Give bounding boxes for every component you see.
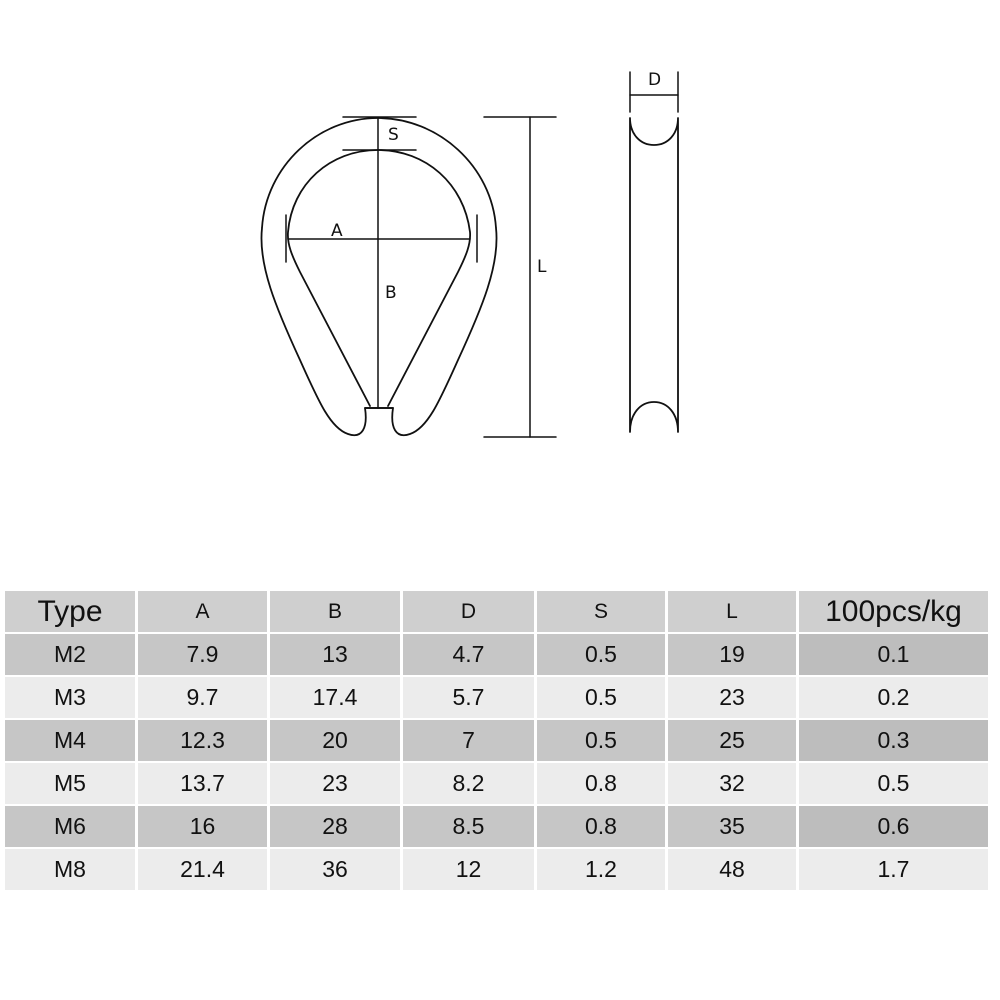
- label-s: S: [388, 125, 399, 145]
- spec-table: [2, 589, 991, 892]
- column-header-l: L: [668, 591, 796, 632]
- thimble-side-view: [630, 72, 678, 432]
- table-row: [5, 849, 988, 890]
- table-cell: 0.1: [799, 634, 988, 675]
- table-cell: 8.2: [403, 763, 534, 804]
- table-cell: M2: [5, 634, 135, 675]
- table-cell: 0.8: [537, 806, 665, 847]
- table-cell: 23: [270, 763, 400, 804]
- table-cell: 5.7: [403, 677, 534, 718]
- table-cell: 36: [270, 849, 400, 890]
- table-cell: M6: [5, 806, 135, 847]
- column-header-b: B: [270, 591, 400, 632]
- label-l: L: [537, 257, 547, 277]
- table-row: [5, 806, 988, 847]
- table-cell: 35: [668, 806, 796, 847]
- table-cell: 12.3: [138, 720, 267, 761]
- label-d: D: [648, 70, 662, 90]
- table-cell: 32: [668, 763, 796, 804]
- label-a: A: [331, 221, 343, 241]
- table-cell: 4.7: [403, 634, 534, 675]
- table-cell: 0.3: [799, 720, 988, 761]
- table-row: [5, 634, 988, 675]
- table-cell: 8.5: [403, 806, 534, 847]
- table-cell: 0.6: [799, 806, 988, 847]
- table-cell: 28: [270, 806, 400, 847]
- table-cell: 7: [403, 720, 534, 761]
- table-row: [5, 677, 988, 718]
- table-cell: 13: [270, 634, 400, 675]
- label-b: B: [385, 283, 397, 303]
- table-cell: 20: [270, 720, 400, 761]
- table-cell: 0.8: [537, 763, 665, 804]
- table-header-row: [5, 591, 988, 632]
- column-header-s: S: [537, 591, 665, 632]
- column-header-type: Type: [5, 591, 135, 632]
- table-row: [5, 763, 988, 804]
- table-cell: 21.4: [138, 849, 267, 890]
- column-header-weight: 100pcs/kg: [799, 591, 988, 632]
- table-cell: 9.7: [138, 677, 267, 718]
- table-cell: 13.7: [138, 763, 267, 804]
- table-cell: 1.7: [799, 849, 988, 890]
- table-cell: 23: [668, 677, 796, 718]
- table-cell: 0.5: [799, 763, 988, 804]
- table-cell: 1.2: [537, 849, 665, 890]
- table-cell: 12: [403, 849, 534, 890]
- thimble-outer-contour: [261, 118, 496, 435]
- table-cell: 19: [668, 634, 796, 675]
- table-cell: 48: [668, 849, 796, 890]
- table-cell: 17.4: [270, 677, 400, 718]
- table-cell: M5: [5, 763, 135, 804]
- table-cell: 25: [668, 720, 796, 761]
- thimble-inner-contour: [288, 150, 470, 406]
- table-cell: 16: [138, 806, 267, 847]
- table-cell: 0.5: [537, 677, 665, 718]
- table-cell: M4: [5, 720, 135, 761]
- table-cell: 0.5: [537, 720, 665, 761]
- table-cell: 7.9: [138, 634, 267, 675]
- table-cell: M3: [5, 677, 135, 718]
- table-cell: M8: [5, 849, 135, 890]
- column-header-d: D: [403, 591, 534, 632]
- table-cell: 0.2: [799, 677, 988, 718]
- table-cell: 0.5: [537, 634, 665, 675]
- column-header-a: A: [138, 591, 267, 632]
- table-row: [5, 720, 988, 761]
